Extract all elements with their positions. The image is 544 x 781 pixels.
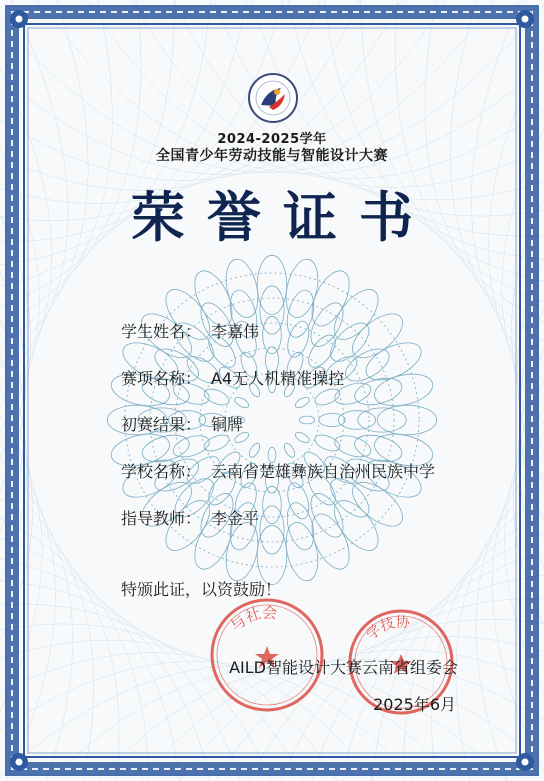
field-label: 学生姓名： [121, 322, 202, 341]
field-school-name [121, 459, 435, 482]
field-label: 赛项名称： [121, 369, 202, 388]
field-value: 铜牌 [211, 415, 244, 434]
contest-logo-icon [247, 72, 299, 124]
academic-year: 2024-2025学年 [217, 132, 327, 147]
field-result [121, 412, 243, 435]
field-value: 李嘉伟 [211, 322, 260, 341]
certificate-title: 荣誉证书 [131, 185, 435, 249]
issuing-organization: AILD智能设计大赛云南省组委会 [229, 658, 458, 677]
field-label: 学校名称： [121, 462, 202, 481]
field-value: 李金平 [211, 509, 260, 528]
field-value: A4无人机精准操控 [211, 369, 345, 388]
field-label: 初赛结果： [121, 415, 202, 434]
field-label: 指导教师： [121, 509, 202, 528]
seal-text: 学技协 [363, 614, 411, 644]
field-value: 云南省楚雄彝族自治州民族中学 [211, 462, 436, 481]
field-instructor [121, 506, 259, 529]
contest-name: 全国青少年劳动技能与智能设计大赛 [156, 148, 388, 164]
svg-text:学技协 [364, 614, 412, 644]
closing-statement: 特颁此证，以资鼓励！ [121, 580, 282, 599]
field-student-name [121, 319, 259, 342]
svg-text:与社会 [227, 604, 278, 635]
seal-text: 与社会 [226, 603, 278, 636]
field-event-name [121, 366, 344, 389]
issue-date: 2025年6月 [373, 695, 456, 714]
